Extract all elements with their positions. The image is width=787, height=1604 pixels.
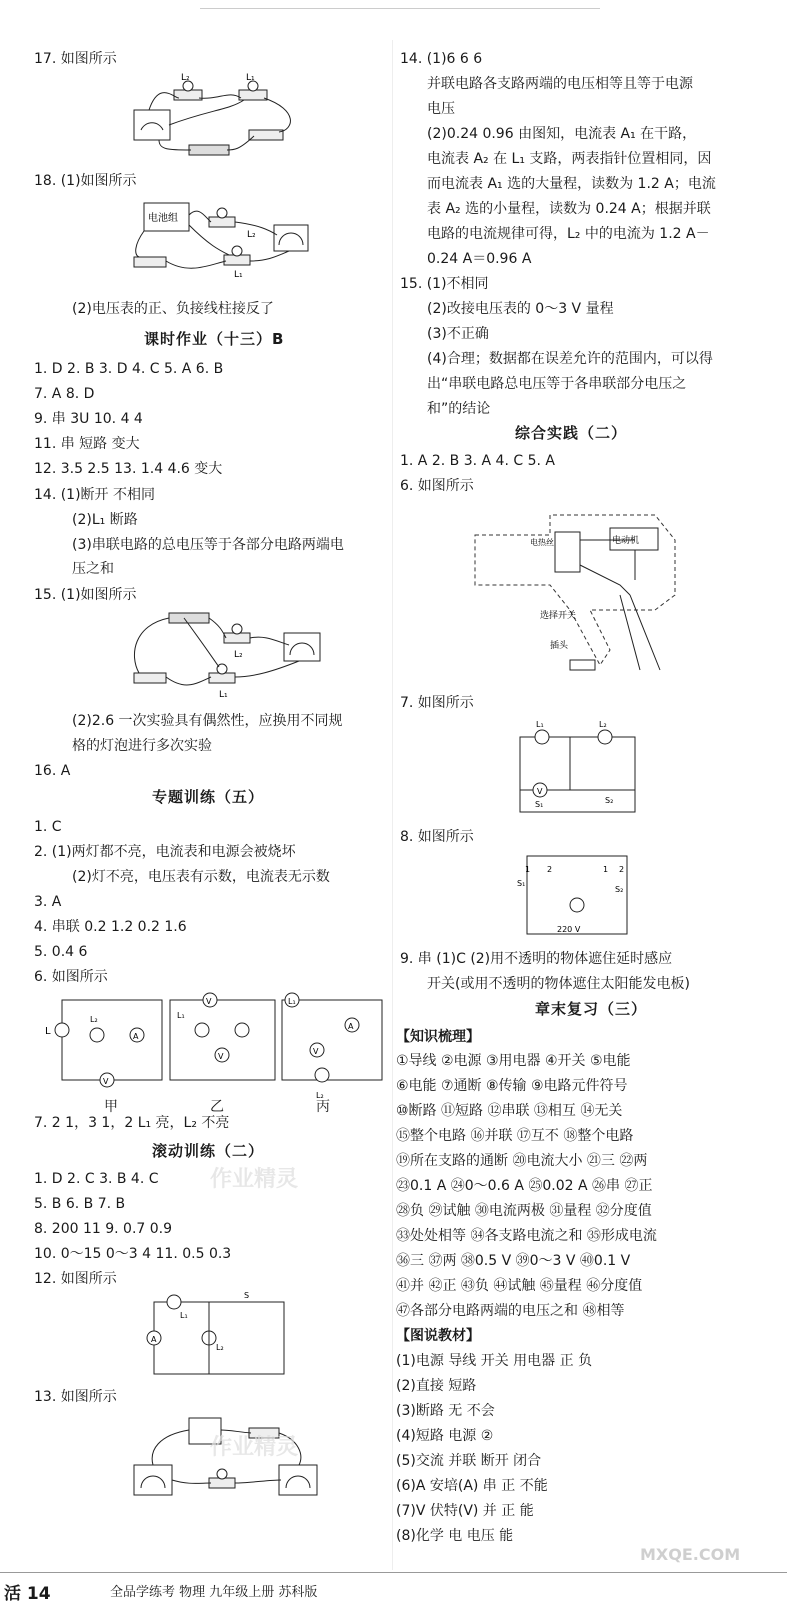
page-number: 活 14 [4,1584,51,1604]
answer-line: 1. D 2. C 3. B 4. C [34,1171,159,1187]
answer-line: 7. A 8. D [34,386,95,402]
answer-line: 电路的电流规律可得，L₂ 中的电流为 1.2 A－ [427,226,710,242]
answer-line: 12. 如图所示 [34,1271,117,1287]
answer-line: 10. 0～15 0～3 4 11. 0.5 0.3 [34,1246,232,1262]
svg-text:L₁: L₁ [180,1311,188,1320]
answer-line: 9. 串 (1)C (2)用不透明的物体遮住延时感应 [400,951,673,967]
answer-line: 6. 如图所示 [34,969,108,985]
answer-line: 2. (1)两灯都不亮，电流表和电源会被烧坏 [34,844,296,860]
svg-text:L₂: L₂ [216,1343,224,1352]
svg-text:2: 2 [547,865,553,874]
top-rule [200,8,600,9]
figure-caption-c: 丙 [316,1099,330,1115]
svg-text:L₁: L₁ [536,720,544,729]
answer-line: ⑲所在支路的通断 ⑳电流大小 ㉑三 ㉒两 [396,1153,648,1169]
answer-line: 15. (1)如图所示 [34,587,137,603]
answer-line: 表 A₂ 选的小量程，读数为 0.24 A；根据并联 [427,201,711,217]
q8-circuit-figure [515,850,645,940]
svg-text:A: A [348,1022,354,1031]
answer-line: 13. 如图所示 [34,1389,117,1405]
answer-line: 而电流表 A₁ 选的大量程，读数为 1.2 A；电流 [427,176,716,192]
answer-line: 8. 200 11 9. 0.7 0.9 [34,1221,173,1237]
svg-text:L₂: L₂ [316,1091,324,1100]
answer-line: 5. B 6. B 7. B [34,1196,126,1212]
answer-line: (3)不正确 [427,326,489,342]
motor-label: 电动机 [612,536,640,546]
answer-line: ⑥电能 ⑦通断 ⑧传输 ⑨电路元件符号 [396,1078,628,1094]
svg-text:S₁: S₁ [517,879,526,888]
answer-line: 9. 串 3U 10. 4 4 [34,411,143,427]
answer-line: 1. C [34,819,62,835]
q18-circuit-figure [129,195,329,285]
heading-comprehensive-practice-2: 综合实践（二） [515,424,628,442]
answer-line: (2)L₁ 断路 [72,512,138,528]
answer-line: (8)化学 电 电压 能 [396,1528,514,1544]
svg-text:A: A [133,1032,139,1041]
svg-text:S₂: S₂ [605,796,614,805]
answer-line: ㉘负 ㉙试触 ㉚电流两极 ㉛量程 ㉜分度值 [396,1203,652,1219]
q17-circuit-figure [129,70,299,165]
answer-line: (6)A 安培(A) 串 正 不能 [396,1478,548,1494]
svg-text:L₂: L₂ [181,73,190,83]
svg-text:L₂: L₂ [599,720,607,729]
answer-line: ①导线 ②电源 ③用电器 ④开关 ⑤电能 [396,1053,631,1069]
answer-line: 7. 如图所示 [400,695,474,711]
q7-circuit-figure [510,715,650,820]
page-footer [0,1572,787,1604]
heading-homework-13b: 课时作业（十三）B [144,330,285,348]
watermark-site: MXQE.COM [640,1545,741,1564]
answer-line: 3. A [34,894,62,910]
answer-line: 8. 如图所示 [400,829,474,845]
svg-text:L₂: L₂ [247,230,256,240]
answer-line: ⑮整个电路 ⑯并联 ⑰互不 ⑱整个电路 [396,1128,634,1144]
answer-line: 4. 串联 0.2 1.2 0.2 1.6 [34,919,187,935]
svg-text:V: V [313,1047,319,1056]
svg-text:V: V [537,787,543,796]
answer-line: 压之和 [72,561,114,577]
answer-line: (5)交流 并联 断开 闭合 [396,1453,542,1469]
answer-line: 11. 串 短路 变大 [34,436,140,452]
answer-line: (2)直接 短路 [396,1378,477,1394]
answer-line: (1)电源 导线 开关 用电器 正 负 [396,1353,593,1369]
answer-line: 15. (1)不相同 [400,276,489,292]
answer-line: ㉝处处相等 ㉞各支路电流之和 ㉟形成电流 [396,1228,657,1244]
section-knowledge-review: 【知识梳理】 [396,1029,480,1045]
svg-text:S: S [244,1291,250,1300]
answer-line: ㉓0.1 A ㉔0～0.6 A ㉕0.02 A ㉖串 ㉗正 [396,1178,653,1194]
figure-caption-b: 乙 [210,1099,224,1115]
answer-line: ㊶并 ㊷正 ㊸负 ㊹试触 ㊺量程 ㊻分度值 [396,1278,643,1294]
svg-text:1: 1 [603,865,609,874]
answer-line: (3)断路 无 不会 [396,1403,495,1419]
answer-line: (2)改接电压表的 0～3 V 量程 [427,301,614,317]
answer-line: ㊼各部分电路两端的电压之和 ㊽相等 [396,1303,625,1319]
svg-text:V: V [218,1052,224,1061]
figure-caption-a: 甲 [104,1099,118,1115]
answer-line: 出“串联电路总电压等于各串联部分电压之 [427,376,687,392]
answer-line: 电流表 A₂ 在 L₁ 支路，两表指针位置相同，因 [427,151,712,167]
svg-text:1: 1 [525,865,531,874]
answer-line: 和”的结论 [427,401,491,417]
svg-text:L₂: L₂ [234,650,243,660]
svg-text:V: V [206,997,212,1006]
answer-line: (3)串联电路的总电压等于各部分电路两端电 [72,537,344,553]
book-title: 全品学练考 物理 九年级上册 苏科版 [110,1585,318,1600]
svg-text:L₁: L₁ [234,270,243,280]
battery-label: 电池组 [148,213,178,224]
svg-text:A: A [151,1335,157,1344]
heading-chapter-review-3: 章末复习（三） [535,1000,648,1018]
q18a: 18. (1)如图所示 [34,173,137,189]
q12-circuit-figure [144,1290,304,1385]
svg-text:L₁: L₁ [219,690,228,700]
hairdryer-circuit-figure [470,500,710,685]
answer-line: ㊱三 ㊲两 ㊳0.5 V ㊴0～3 V ㊵0.1 V [396,1253,631,1269]
answer-line: 电压 [427,101,455,117]
answer-line: 开关(或用不透明的物体遮住太阳能发电板) [427,976,690,992]
plug-label: 插头 [550,641,569,651]
answer-line: 0.24 A＝0.96 A [427,251,532,267]
watermark-text: 作业精灵 [210,1167,299,1192]
svg-text:S₁: S₁ [535,800,544,809]
heading-rolling-training-2: 滚动训练（二） [152,1142,265,1160]
svg-text:L₁: L₁ [288,997,296,1006]
answer-line: 6. 如图所示 [400,478,474,494]
answer-line: 1. A 2. B 3. A 4. C 5. A [400,453,555,469]
q15-circuit-figure [124,605,334,705]
switch-label: 选择开关 [540,611,577,621]
svg-text:L₁: L₁ [177,1011,185,1020]
section-textbook-illustrations: 【图说教材】 [396,1328,480,1344]
answer-line: 格的灯泡进行多次实验 [72,738,212,754]
answer-line: 14. (1)断开 不相同 [34,487,155,503]
answer-line: 5. 0.4 6 [34,944,88,960]
svg-text:S₂: S₂ [615,885,624,894]
answer-line: 并联电路各支路两端的电压相等且等于电源 [427,76,693,92]
answer-line: (2)灯不亮，电压表有示数，电流表无示数 [72,869,330,885]
svg-text:2: 2 [619,865,625,874]
q17: 17. 如图所示 [34,51,117,67]
answer-line: (4)合理；数据都在误差允许的范围内，可以得 [427,351,713,367]
q6-three-circuits-figure [42,990,387,1105]
answer-line: 12. 3.5 2.5 13. 1.4 4.6 变大 [34,461,223,477]
svg-text:L: L [45,1026,51,1037]
voltage-label: 220 V [557,925,581,934]
answer-line: ⑩断路 ⑪短路 ⑫串联 ⑬相互 ⑭无关 [396,1103,623,1119]
column-divider [392,40,393,1570]
svg-text:L₁: L₁ [246,73,255,83]
svg-text:L₂: L₂ [90,1015,98,1024]
heading-special-training-5: 专题训练（五） [152,788,265,806]
svg-text:V: V [103,1077,109,1086]
answer-line: (4)短路 电源 ② [396,1428,494,1444]
heater-label: 电热丝 [530,538,554,547]
watermark-text: 作业精灵 [210,1435,299,1460]
answer-line: (2)0.24 0.96 由图知，电流表 A₁ 在干路， [427,126,697,142]
answer-line: (2)2.6 一次实验具有偶然性，应换用不同规 [72,713,343,729]
answer-line: (7)V 伏特(V) 并 正 能 [396,1503,534,1519]
answer-line: 16. A [34,763,71,779]
answer-line: 7. 2 1，3 1，2 L₁ 亮，L₂ 不亮 [34,1115,230,1131]
answer-line: 14. (1)6 6 6 [400,51,483,67]
q18b: (2)电压表的正、负接线柱接反了 [72,301,274,317]
answer-line: 1. D 2. B 3. D 4. C 5. A 6. B [34,361,224,377]
